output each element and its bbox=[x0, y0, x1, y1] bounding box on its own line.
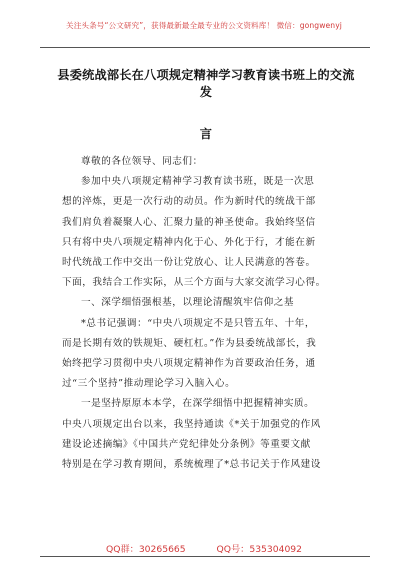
document-title-line-2: 言 bbox=[199, 127, 213, 141]
paragraph-line: 时代统战工作中交出一份让党放心、让人民满意的答卷。 bbox=[62, 257, 316, 269]
paragraph-line: 中央八项规定出台以来，我坚持通读《*关于加强党的作风 bbox=[62, 418, 321, 430]
paragraph-line: 下面，我结合工作实际，从三个方面与大家交流学习心得。 bbox=[62, 277, 326, 289]
paragraph-line: *总书记强调：“中央八项规定不是只管五年、十年， bbox=[81, 317, 315, 329]
paragraph-line: 一是坚持原原本本学，在深学细悟中把握精神实质。 bbox=[81, 398, 315, 410]
footer-divider bbox=[40, 556, 370, 557]
paragraph-line: 我们肩负着凝聚人心、汇聚力量的神圣使命。我始终坚信 bbox=[62, 216, 316, 228]
footer-qq-group: QQ群：30265665 bbox=[106, 544, 186, 555]
header-note: 关注头条号“公文研究”，获得最新最全最专业的公文资料库！ 微信：gongwenyj bbox=[66, 21, 342, 30]
paragraph-line: 过“三个坚持”推动理论学习入脑入心。 bbox=[62, 378, 236, 390]
paragraph-line: 特别是在学习教育期间，系统梳理了*总书记关于作风建设 bbox=[62, 459, 321, 471]
paragraph-line: 始终把学习贯彻中央八项规定精神作为首要政治任务，通 bbox=[62, 358, 316, 370]
section-heading: 一、深学细悟强根基，以理论清醒筑牢信仰之基 bbox=[81, 297, 295, 309]
footer-qq-number: QQ号：535304092 bbox=[216, 544, 302, 555]
header-divider bbox=[40, 47, 370, 48]
paragraph-line: 参加中央八项规定精神学习教育读书班，既是一次思 bbox=[81, 176, 315, 188]
footer-contact bbox=[0, 541, 408, 555]
document-body bbox=[62, 152, 348, 475]
paragraph-line: 想的淬炼，更是一次行动的动员。作为新时代的统战干部 bbox=[62, 196, 316, 208]
paragraph-line: 而是长期有效的铁规矩、硬杠杠。”作为县委统战部长，我 bbox=[62, 337, 317, 349]
salutation: 尊敬的各位领导、同志们： bbox=[81, 156, 203, 167]
document-title-line-1: 县委统战部长在八项规定精神学习教育读书班上的交流发 bbox=[57, 68, 355, 99]
paragraph-line: 只有将中央八项规定精神内化于心、外化于行，才能在新 bbox=[62, 236, 316, 248]
paragraph-line: 建设论述摘编》《中国共产党纪律处分条例》等重要文献 bbox=[62, 438, 311, 450]
